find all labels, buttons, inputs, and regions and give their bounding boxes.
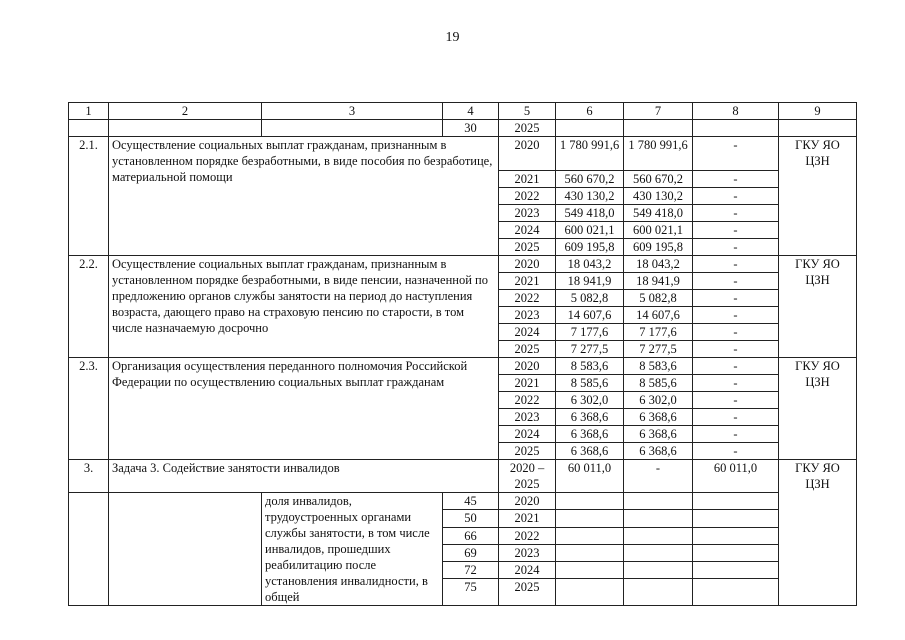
total-amount-cell: 8 585,6 [556, 375, 624, 392]
executor-cell: ГКУ ЯО ЦЗН [779, 137, 857, 256]
federal-amount-cell: 18 941,9 [624, 273, 693, 290]
empty-cell [624, 544, 693, 561]
regional-amount-cell: - [693, 307, 779, 324]
task-period: 2020 – 2025 [499, 460, 556, 493]
indicator-value: 75 [443, 579, 499, 606]
section-number: 2.2. [69, 256, 109, 358]
empty-cell [556, 562, 624, 579]
year-cell: 2023 [499, 307, 556, 324]
section-description: Организация осуществления переданного полномочия Российской Федерации по осуществлению социальных выплат гражданам [109, 358, 499, 460]
year-cell: 2021 [499, 171, 556, 188]
indicator-value: 66 [443, 527, 499, 544]
federal-amount-cell: 7 277,5 [624, 341, 693, 358]
federal-amount-cell: 6 368,6 [624, 443, 693, 460]
federal-amount-cell: 8 585,6 [624, 375, 693, 392]
federal-amount-cell: 600 021,1 [624, 222, 693, 239]
header-cell: 5 [499, 103, 556, 120]
empty-cell [624, 579, 693, 606]
year-cell: 2020 [499, 256, 556, 273]
task-federal-amount: - [624, 460, 693, 493]
section-number: 2.3. [69, 358, 109, 460]
year-cell: 2025 [499, 341, 556, 358]
executor-cell: ГКУ ЯО ЦЗН [779, 358, 857, 460]
regional-amount-cell: - [693, 392, 779, 409]
indicator-value: 69 [443, 544, 499, 561]
total-amount-cell: 1 780 991,6 [556, 137, 624, 171]
regional-amount-cell: - [693, 188, 779, 205]
federal-amount-cell: 430 130,2 [624, 188, 693, 205]
total-amount-cell: 18 043,2 [556, 256, 624, 273]
regional-amount-cell: - [693, 358, 779, 375]
empty-cell [624, 493, 693, 510]
federal-amount-cell: 14 607,6 [624, 307, 693, 324]
total-amount-cell: 18 941,9 [556, 273, 624, 290]
year-cell: 2023 [499, 409, 556, 426]
year-cell: 2020 [499, 137, 556, 171]
regional-amount-cell: - [693, 443, 779, 460]
empty-cell [693, 544, 779, 561]
page-number: 19 [445, 30, 460, 45]
regional-amount-cell: - [693, 375, 779, 392]
indicator-row [69, 493, 857, 510]
regional-amount-cell: - [693, 324, 779, 341]
table-row [69, 137, 857, 171]
total-amount-cell: 7 177,6 [556, 324, 624, 341]
regional-amount-cell: - [693, 341, 779, 358]
federal-amount-cell: 6 368,6 [624, 426, 693, 443]
year-cell: 2022 [499, 392, 556, 409]
total-amount-cell: 600 021,1 [556, 222, 624, 239]
year-cell: 2024 [499, 222, 556, 239]
regional-amount-cell: - [693, 426, 779, 443]
year-cell: 2025 [499, 239, 556, 256]
federal-amount-cell: 1 780 991,6 [624, 137, 693, 171]
year-cell: 2022 [499, 188, 556, 205]
indicator-year: 2024 [499, 562, 556, 579]
empty-cell [624, 510, 693, 527]
total-amount-cell: 560 670,2 [556, 171, 624, 188]
empty-cell [69, 493, 109, 606]
empty-cell [693, 562, 779, 579]
federal-amount-cell: 560 670,2 [624, 171, 693, 188]
empty-cell [556, 493, 624, 510]
federal-amount-cell: 6 368,6 [624, 409, 693, 426]
indicator-value: 50 [443, 510, 499, 527]
indicator-year: 2025 [499, 579, 556, 606]
regional-amount-cell: - [693, 239, 779, 256]
regional-amount-cell: - [693, 137, 779, 171]
total-amount-cell: 549 418,0 [556, 205, 624, 222]
total-amount-cell: 609 195,8 [556, 239, 624, 256]
header-row [69, 103, 857, 120]
total-amount-cell: 14 607,6 [556, 307, 624, 324]
task-number: 3. [69, 460, 109, 493]
year-cell: 2020 [499, 358, 556, 375]
indicator-year: 2023 [499, 544, 556, 561]
year-cell: 2021 [499, 375, 556, 392]
subheader-row [69, 120, 857, 137]
year-cell: 2025 [499, 443, 556, 460]
total-amount-cell: 7 277,5 [556, 341, 624, 358]
section-description: Осуществление социальных выплат гражданам, признанным в установленном порядке безработными, в виде пособия по безработице, материальной помощи [109, 137, 499, 256]
empty-cell [624, 527, 693, 544]
total-amount-cell: 430 130,2 [556, 188, 624, 205]
header-cell: 2 [109, 103, 262, 120]
program-table [68, 102, 857, 606]
year-cell: 2022 [499, 290, 556, 307]
header-cell: 3 [262, 103, 443, 120]
regional-amount-cell: - [693, 409, 779, 426]
empty-cell [693, 527, 779, 544]
regional-amount-cell: - [693, 171, 779, 188]
regional-amount-cell: - [693, 290, 779, 307]
year-cell: 2023 [499, 205, 556, 222]
total-amount-cell: 8 583,6 [556, 358, 624, 375]
total-amount-cell: 6 368,6 [556, 426, 624, 443]
indicator-description: доля инвалидов, трудоустроенных органами службы занятости, в том числе инвалидов, прошедших реабилитацию после установления инвалидности, в общей [262, 493, 443, 606]
year-cell: 2024 [499, 324, 556, 341]
federal-amount-cell: 8 583,6 [624, 358, 693, 375]
task-row [69, 460, 857, 493]
empty-cell [556, 527, 624, 544]
header-cell: 9 [779, 103, 857, 120]
subheader-col4: 30 [443, 120, 499, 137]
section-description: Осуществление социальных выплат гражданам, признанным в установленном порядке безработными, в виде пенсии, назначенной по предложению органов службы занятости на период до наступления возраста, дающего право на страховую пенсию по старости, в том числе назначаемую досрочно [109, 256, 499, 358]
year-cell: 2021 [499, 273, 556, 290]
empty-cell [693, 493, 779, 510]
task-regional-amount: 60 011,0 [693, 460, 779, 493]
regional-amount-cell: - [693, 256, 779, 273]
indicator-year: 2020 [499, 493, 556, 510]
total-amount-cell: 6 368,6 [556, 443, 624, 460]
indicator-value: 72 [443, 562, 499, 579]
executor-cell: ГКУ ЯО ЦЗН [779, 256, 857, 358]
federal-amount-cell: 549 418,0 [624, 205, 693, 222]
empty-cell [556, 544, 624, 561]
empty-cell [109, 493, 262, 606]
header-cell: 4 [443, 103, 499, 120]
table-row [69, 256, 857, 273]
task-total-amount: 60 011,0 [556, 460, 624, 493]
task-title: Задача 3. Содействие занятости инвалидов [109, 460, 499, 493]
total-amount-cell: 5 082,8 [556, 290, 624, 307]
empty-cell [624, 562, 693, 579]
federal-amount-cell: 6 302,0 [624, 392, 693, 409]
empty-cell [693, 579, 779, 606]
federal-amount-cell: 5 082,8 [624, 290, 693, 307]
federal-amount-cell: 609 195,8 [624, 239, 693, 256]
header-cell: 8 [693, 103, 779, 120]
empty-cell [556, 579, 624, 606]
total-amount-cell: 6 302,0 [556, 392, 624, 409]
empty-cell [693, 510, 779, 527]
federal-amount-cell: 18 043,2 [624, 256, 693, 273]
table-row [69, 358, 857, 375]
regional-amount-cell: - [693, 222, 779, 239]
year-cell: 2024 [499, 426, 556, 443]
section-number: 2.1. [69, 137, 109, 256]
regional-amount-cell: - [693, 273, 779, 290]
header-cell: 1 [69, 103, 109, 120]
header-cell: 6 [556, 103, 624, 120]
total-amount-cell: 6 368,6 [556, 409, 624, 426]
indicator-value: 45 [443, 493, 499, 510]
subheader-col5: 2025 [499, 120, 556, 137]
indicator-year: 2022 [499, 527, 556, 544]
empty-cell [556, 510, 624, 527]
regional-amount-cell: - [693, 205, 779, 222]
indicator-year: 2021 [499, 510, 556, 527]
header-cell: 7 [624, 103, 693, 120]
task-executor: ГКУ ЯО ЦЗН [779, 460, 857, 606]
federal-amount-cell: 7 177,6 [624, 324, 693, 341]
